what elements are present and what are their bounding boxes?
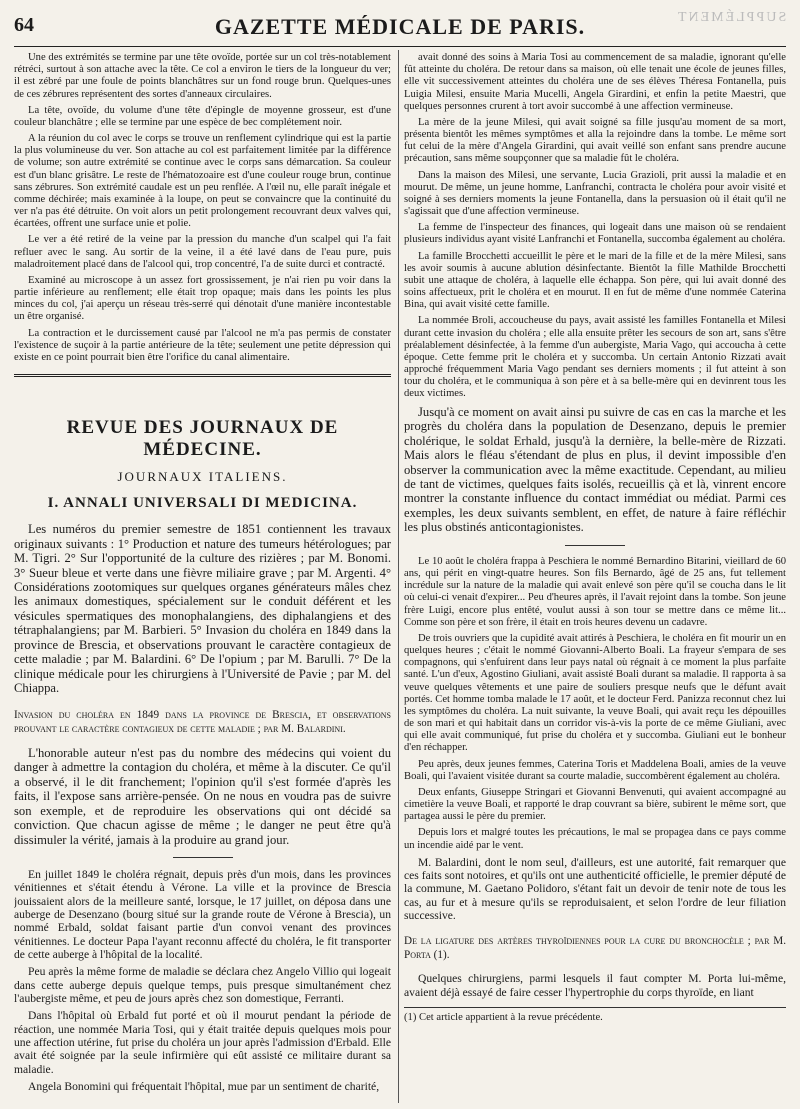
paragraph: Une des extrémités se termine par une tête ovoïde, portée sur un col très-notablement rétréci, surtout à son attache avec la tête. Ce col a environ le tiers de la longueur du ver; il est zébré par une foule de points blanchâtres sur un fond rouge brun. Quelques-unes de ces zébrures représentent des sortes d'anneaux circulaires. bbox=[14, 52, 391, 100]
paragraph: La femme de l'inspecteur des finances, qui logeait dans une maison où se rendaient plusieurs individus ayant visité Lanfranchi et Fontanella, succomba également au choléra. bbox=[404, 222, 786, 246]
article-heading: Invasion du choléra en 1849 dans la province de Brescia, et observations prouvant le caractère contagieux de cette maladie ; par M. Balardini. bbox=[14, 708, 391, 735]
section-rule bbox=[14, 374, 391, 377]
short-rule bbox=[173, 857, 233, 858]
paragraph: De trois ouvriers que la cupidité avait attirés à Peschiera, le choléra en fit mourir un en quelques heures ; c'était le nommé Giovanni-Alberto Boali. La frayeur s'empara de ses compagnons, qui s'enfuirent dans leur pays natal où régnait à ce moment la plus parfaite santé. L'un d'eux, Agostino Giuliani, avait assisté Boali durant sa maladie. Il rapporta à sa veuve quelques vêtements et une paire de souliers presque neufs que le défunt avait portés. Cet homme tomba malade le 17 août, et le docteur Ferd. Panizza reconnut chez lui les symptômes du choléra. La nuit suivante, la veuve Boali, qui avait reçu les dépouilles de son mari et qui habitait dans un corridor vis-à-vis la porte de ce même Giuliani, avec qui elle avait communiqué, fut prise du choléra et y succomba. Giuliani eut le bonheur d'en réchapper. bbox=[404, 632, 786, 754]
paragraph: Peu après la même forme de maladie se déclara chez Angelo Villio qui logeait dans cette auberge depuis quelque temps, puis presque simultanément chez l'aubergiste même, et peu de jours après chez son domestique, Ferranti. bbox=[14, 965, 391, 1005]
journal-title: GAZETTE MÉDICALE DE PARIS. bbox=[214, 14, 586, 39]
newspaper-page bbox=[14, 0, 786, 1109]
short-rule bbox=[565, 545, 625, 546]
paragraph: M. Balardini, dont le nom seul, d'ailleurs, est une autorité, fait remarquer que ces faits sont notoires, et qu'ils ont une authenticité officielle, le premier député de la commune, M. Gaetano Polidoro, s'étant fait un devoir de tenir note de tous les cas, au fur et à mesure qu'ils se reproduisaient, et selon l'ordre de leur filiation successive. bbox=[404, 855, 786, 923]
paragraph: La nommée Broli, accoucheuse du pays, avait assisté les familles Fontanella et Milesi durant cette invasion du choléra ; elle alla ensuite prêter les secours de son art, sans s'être préalablement désinfectée, à la femme d'un aubergiste, Maria Vago, qui accoucha à cette époque. Cette femme prit le choléra et y succomba. Un certain Antonio Rizzati avait approché fréquemment Maria Vago pendant ses derniers moments ; il fut atteint à son tour du choléra, et le communiqua à son père et à sa belle-mère qui en devinrent tous les deux victimes. bbox=[404, 315, 786, 400]
contents-paragraph: Les numéros du premier semestre de 1851 contiennent les travaux originaux suivants : 1° Production et nature des tumeurs hétérologues; par M. Tigri. 2° Sur l'opportunité de la culture des rizières ; par M. Bonomi. 3° Sueur bleue et verte dans une fièvre miliaire grave ; par M. Argenti. 4° Considérations zootomiques sur quelques organes générateurs mâles chez les animaux domestiques, spécialement sur le conduit déférent et les vésicules spermatiques des monophalangiens, des diphalangiens et des tétraphalangiens; par M. Barbieri. 5° Invasion du choléra en 1849 dans la province de Brescia, et observations prouvant le caractère contagieux de cette maladie ; par M. Balardini. 6° De l'opium ; par M. Barulli. 7° De la clinique médicale pour les chirurgiens à l'Université de Pavie ; par M. del Chiappa. bbox=[14, 522, 391, 696]
left-column bbox=[14, 52, 391, 1103]
paragraph: En juillet 1849 le choléra régnait, depuis près d'un mois, dans les provinces vénitiennes et s'était étendu à Vérone. La ville et la province de Brescia jouissaient alors de la meilleure santé, lorsque, le 17 juillet, on déposa dans une auberge de Desenzano (bourg situé sur la grande route de Vérone à Brescia), un nommé Erbald, soldat faisant partie d'un convoi venant des provinces vénitiennes. Le docteur Papa l'ayant reconnu affecté du choléra, le fit transporter de cette auberge à l'hôpital de la localité. bbox=[14, 868, 391, 961]
paragraph: Jusqu'à ce moment on avait ainsi pu suivre de cas en cas la marche et les progrès du choléra dans la population de Desenzano, depuis le premier cholérique, le soldat Erhald, jusqu'à la dernière, la belle-mère de Rizzati. Mais alors le fléau s'étendant de plus en plus, il devint impossible d'en observer la communication avec la même exactitude. Cependant, au milieu de tant de victimes, quelques faits isolés, recueillis çà et là, vinrent encore montrer la constante influence du contact immédiat ou médiat. Parmi ces exemples, les deux suivants semblent, en effet, de nature à faire réfléchir les plus obstinés anticontagionistes. bbox=[404, 404, 786, 535]
paragraph: La contraction et le durcissement causé par l'alcool ne m'a pas permis de constater l'existence de suçoir à la partie antérieure de la tête; seulement une petite dépression qui existe en ce point pourrait bien être l'orifice du canal alimentaire. bbox=[14, 327, 391, 363]
paragraph: Le 10 août le choléra frappa à Peschiera le nommé Bernardino Bitarini, vieillard de 60 ans, qui périt en vingt-quatre heures. Son fils Bernardo, âgé de 25 ans, fut tellement incrédule sur la nature de la maladie qui avait enlevé son père qu'il se coucha dans le lit où celui-ci venait d'expirer... Peu d'heures après, il l'avait rejoint dans la tombe. Son jeune frère Luigi, encore plus entêté, voulut aussi à son tour se mettre dans ce même lit... Comme son père et son frère, il était en trois heures devenu un cadavre. bbox=[404, 555, 786, 628]
footnote-rule bbox=[404, 1007, 786, 1008]
paragraph: La tête, ovoïde, du volume d'une tête d'épingle de moyenne grosseur, est d'une couleur blanchâtre ; elle se termine par une espèce de bec complétement noir. bbox=[14, 104, 391, 128]
section-title: REVUE DES JOURNAUX DE MÉDECINE. bbox=[66, 417, 339, 461]
paragraph: Le ver a été retiré de la veine par la pression du manche d'un scalpel qui l'a fait refluer avec le sang. Au sortir de la veine, il a été lavé dans de l'eau pure, puis maladroitement placé dans de l'alcool qui, trop concentré, l'a de suite durci et contracté. bbox=[14, 234, 391, 270]
paragraph: Quelques chirurgiens, parmi lesquels il faut compter M. Porta lui-même, avaient déjà essayé de faire cesser l'hypertrophie du corps thyroïde, en liant bbox=[404, 972, 786, 999]
footnote: (1) Cet article appartient à la revue précédente. bbox=[404, 1012, 603, 1024]
page-header bbox=[14, 6, 786, 47]
paragraph: La famille Brocchetti accueillit le père et le mari de la fille et de la mère Milesi, sans les avoir soumis à aucune ablution désinfectante. Bientôt la fille Mathilde Brocchetti subit une attaque de choléra, à laquelle elle échappa. Son père, qui lui avait donné des soins affectueux, prit le choléra et en mourut. Il en fut de même d'une nommée Caterina Bina, qui avait visité cette famille. bbox=[404, 250, 786, 311]
sub-title: JOURNAUX ITALIENS. bbox=[117, 469, 288, 485]
paragraph: Dans la maison des Milesi, une servante, Lucia Grazioli, prit aussi la maladie et en mourut. De même, un jeune homme, Lanfranchi, contracta le choléra pour avoir visité et soigné à ses derniers moments la jeune Fontanella, dans la persuasion où il était qu'il ne s'agissait que d'une affection vermineuse. bbox=[404, 169, 786, 218]
paragraph: La mère de la jeune Milesi, qui avait soigné sa fille jusqu'au moment de sa mort, présenta bientôt les mêmes symptômes et alla la rejoindre dans la tombe. Le même sort fut celui de la mère d'Angela Girardini, qui avait veillé son enfant sans prendre aucune précaution, sans même soupçonner que sa maladie fût le choléra. bbox=[404, 116, 786, 165]
page-number: 64 bbox=[14, 14, 34, 36]
paragraph: Angela Bonomini qui fréquentait l'hôpital, mue par un sentiment de charité, bbox=[28, 1079, 380, 1093]
paragraph: avait donné des soins à Maria Tosi au commencement de sa maladie, ignorant qu'elle fût atteinte du choléra. De retour dans sa maison, où elle tenait une école de jeunes filles, elle vit successivement atteintes du choléra une de ses élèves Théresa Fontanella, puis Luigia Milesi, ensuite Maria Mucelli, Angela Girardini, et enfin la petite Maestri, que quelques personnes crurent à tort avoir succombé à une affection vermineuse. bbox=[404, 52, 786, 112]
paragraph: Depuis lors et malgré toutes les précautions, le mal se propagea dans ce pays comme un incendie aidé par le vent. bbox=[404, 827, 786, 851]
paragraph: A la réunion du col avec le corps se trouve un renflement cylindrique qui est la partie la plus volumineuse du ver. Son attache au col est parfaitement limitée par la différence de volume; son autre extrémité se continue avec le corps sans démarcation. Sa couleur est d'un blanc grisâtre. Le reste de l'hématozoaire est d'une couleur rouge brun, continue sans zébrures. Son extrémité caudale est un peu renflée. A l'œil nu, elle paraît inégale et comme déchirée; mais examinée à la loupe, on peut se convaincre que la continuité du ver n'a pas été détruite. On voit alors un petit prolongement recouvrant deux valves qui, écartées, offrent une surface unie et polie. bbox=[14, 133, 391, 230]
bleed-through-text: SUPPLÉMENT bbox=[675, 10, 786, 25]
journal-review-title: I. ANNALI UNIVERSALI DI MEDICINA. bbox=[47, 495, 358, 512]
paragraph: Dans l'hôpital où Erbald fut porté et où il mourut pendant la période de réaction, une nommée Maria Tosi, qui y était traitée depuis quelques mois pour une affection utérine, fut prise du choléra un jour après l'admission d'Erbald. Elle avait été soignée par la seule infirmière qui eût assisté ce militaire durant sa maladie. bbox=[14, 1009, 391, 1076]
right-column bbox=[404, 52, 786, 1103]
paragraph: Peu après, deux jeunes femmes, Caterina Toris et Maddelena Boali, amies de la veuve Boali, qui l'avaient visitée durant sa courte maladie, succombèrent également au choléra. bbox=[404, 758, 786, 782]
column-divider bbox=[398, 50, 399, 1103]
paragraph: Deux enfants, Giuseppe Stringari et Giovanni Benvenuti, qui avaient accompagné au cimetière la veuve Boali, et rapporté le drap couvrant sa bière, subirent le même sort, que partagea aussi le père du premier. bbox=[404, 786, 786, 823]
article-heading: De la ligature des artères thyroïdiennes pour la cure du bronchocèle ; par M. Porta (1). bbox=[404, 935, 786, 962]
paragraph: Examiné au microscope à un assez fort grossissement, je n'ai rien pu voir dans la partie inférieure au renflement; elle était trop opaque; mais dans les points les plus minces du col, j'ai aperçu un réseau très-serré qui dénotait d'une manière incontestable un être organisé. bbox=[14, 274, 391, 323]
paragraph: L'honorable auteur n'est pas du nombre des médecins qui voient du danger à admettre la contagion du choléra, et même à la discuter. Ce qu'il a observé, il le dit franchement; l'opinion qu'il s'est formée d'après les faits, il l'expose sans arrière-pensée. On ne nous en voudra pas de suivre son exemple, et de reproduire les observations qui ont décidé sa conviction. Que chacun agisse de même ; le danger ne peut être qu'à dissimuler la vérité, jamais à la produire au grand jour. bbox=[14, 745, 391, 847]
